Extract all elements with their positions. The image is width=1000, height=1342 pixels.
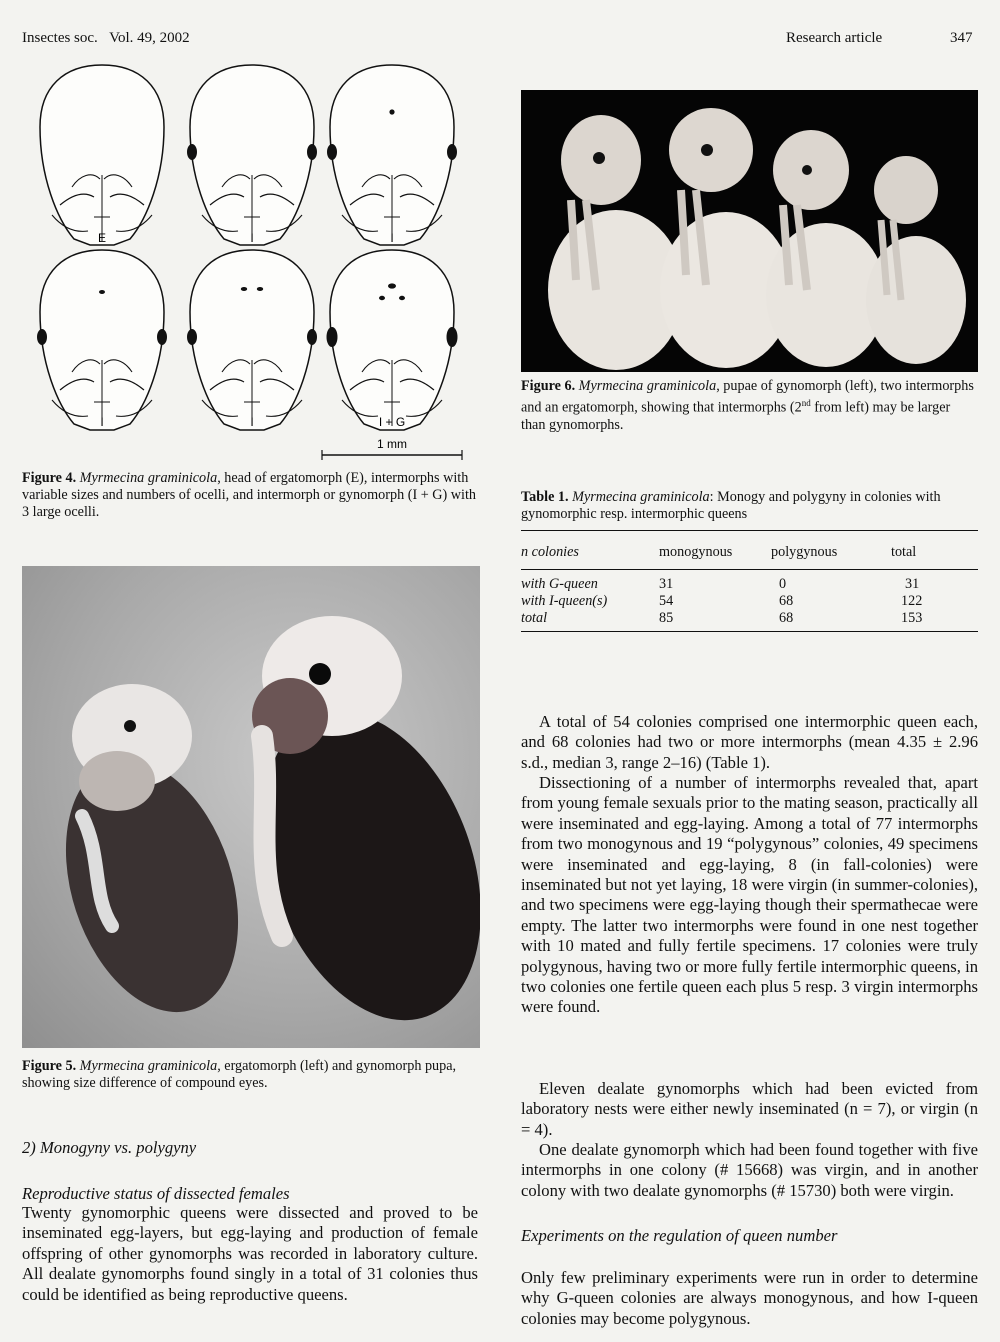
running-header-journal: Insectes soc. Vol. 49, 2002 xyxy=(22,30,190,46)
pupa-4 xyxy=(866,156,966,364)
pupa-3 xyxy=(766,130,886,367)
table-header: monogynous xyxy=(659,543,733,560)
paragraph: Twenty gynomorphic queens were dissected and proved to be inseminated egg-layers, but egg-laying and production of female offspring of other gynomorphs was recorded in laboratory culture. All dealate gynomorphs found singly in a total of 31 colonies thus could be identified as being reproductive queens. xyxy=(22,1203,478,1304)
paragraph: Eleven dealate gynomorphs which had been evicted from laboratory nests were either newly inseminated (n = 7), or virgin (n = 4). xyxy=(521,1079,978,1139)
figure-5-photo xyxy=(22,566,480,1048)
scale-label: 1 mm xyxy=(377,437,407,451)
figure-4-drawing xyxy=(20,62,480,462)
figure-4-label: E xyxy=(97,231,107,245)
table-header: total xyxy=(891,543,917,560)
table-1-title: Table 1. Myrmecina graminicola: Monogy and polygyny in colonies with gynomorphic resp. intermorphic queens xyxy=(521,489,941,522)
figure-6-caption: Figure 6. Myrmecina graminicola, pupae of gynomorph (left), two intermorphs and an ergatomorph, showing that intermorphs (2nd from left) may be larger than gynomorphs. xyxy=(521,378,974,433)
figure-5-caption: Figure 5. Myrmecina graminicola, ergatomorph (left) and gynomorph pupa, showing size difference of compound eyes. xyxy=(22,1058,457,1091)
head-intermorph-2 xyxy=(327,65,457,245)
table-header: polygynous xyxy=(771,543,838,560)
pupa-2 xyxy=(660,108,792,368)
pupa-1 xyxy=(548,115,684,370)
head-gynomorph xyxy=(327,250,458,430)
running-header-article-type: Research article xyxy=(786,30,883,46)
paragraph: One dealate gynomorph which had been found together with five intermorphs in one colony (# 15668) was virgin, and in another colony with two dealate gynomorphs (# 15730) both were virgin. xyxy=(521,1140,978,1200)
head-ergatomorph xyxy=(40,65,164,245)
figure-4-label: I xyxy=(250,231,254,245)
figure-4-label: I xyxy=(390,231,394,245)
page-number: 347 xyxy=(950,30,973,46)
paragraph: A total of 54 colonies comprised one intermorphic queen each, and 68 colonies had two or more intermorphs (mean 4.35 ± 2.96 s.d., median 3, range 2–16) (Table 1). xyxy=(521,712,978,772)
head-intermorph-1 xyxy=(187,65,317,245)
table-row: with G-queen 31 0 31 xyxy=(521,576,920,592)
table-header: n colonies xyxy=(521,543,579,560)
section-heading: 2) Monogyny vs. polygyny xyxy=(22,1138,197,1157)
table-row: total 85 68 153 xyxy=(521,610,923,626)
paragraph: Dissectioning of a number of intermorphs revealed that, apart from young female sexuals prior to the mating season, practically all were inseminated and egg-laying. Among a total of 77 intermorphs from two monogynous and 19 “polygynous” colonies, 49 specimens were inseminated and egg-laying, 8 (in fall-colonies) were inseminated but not yet laying, 18 were virgin (in summer-colonies), and two specimens were egg-laying though their spermathecae were empty. The latter two intermorphs were found in one nest together with 10 mated and fully fertile specimens. 17 colonies were truly polygynous, having two or more fully fertile intermorphic queens, in two colonies one fertile queen each plus 5 resp. 3 virgin intermorphs were found. xyxy=(521,773,978,1017)
section-heading: Experiments on the regulation of queen number xyxy=(521,1226,838,1245)
figure-4-label: I + G xyxy=(378,415,406,429)
head-intermorph-3 xyxy=(37,250,167,430)
figure-4-label: I xyxy=(250,415,254,429)
subsection-heading: Reproductive status of dissected females xyxy=(22,1184,290,1203)
pupa-ergatomorph xyxy=(36,684,269,1034)
pupa-gynomorph xyxy=(223,616,480,1048)
table-row: with I-queen(s) 54 68 122 xyxy=(521,593,923,609)
head-intermorph-4 xyxy=(187,250,317,430)
paragraph: Only few preliminary experiments were run in order to determine why G-queen colonies are always monogynous, and how I-queen colonies may become polygynous. xyxy=(521,1268,978,1328)
table-1 xyxy=(521,530,978,632)
figure-6-photo xyxy=(521,90,978,372)
figure-4-label: I xyxy=(100,415,104,429)
figure-4-caption: Figure 4. Myrmecina graminicola, head of ergatomorph (E), intermorphs with variable sizes and numbers of ocelli, and intermorph or gynomorph (I + G) with 3 large ocelli. xyxy=(22,470,476,520)
